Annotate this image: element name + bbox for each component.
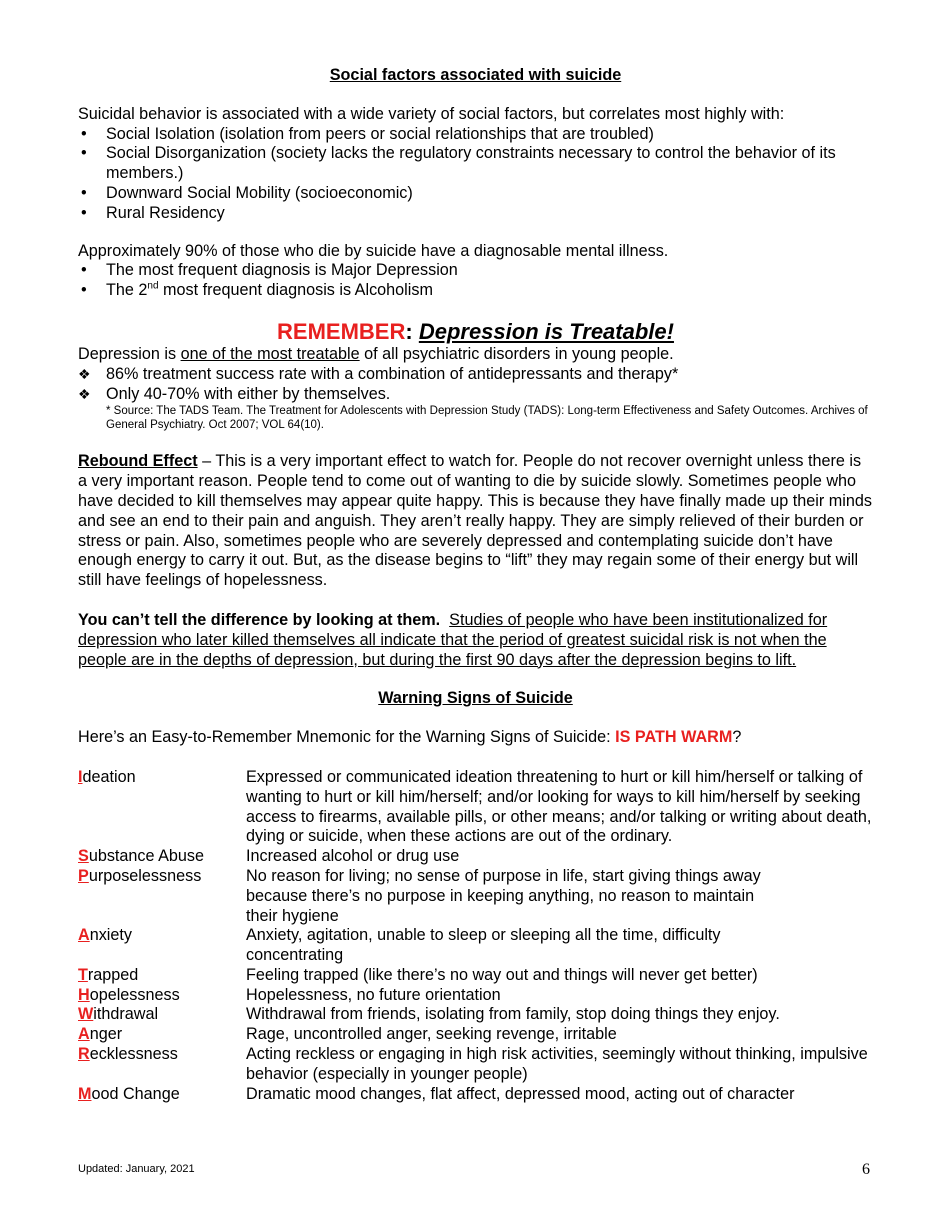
list-item (78, 281, 873, 301)
cant-tell-bold: You can’t tell the difference by looking at them. (78, 610, 441, 629)
sign-term (78, 768, 246, 847)
list-item: • Social Disorganization (society lacks the regulatory constraints necessary to control the behavior of its members.) (78, 144, 873, 184)
sign-term-rest: nxiety (89, 926, 132, 945)
warning-signs-heading: Warning Signs of Suicide (378, 689, 573, 708)
treatable-line (78, 345, 873, 365)
sign-term-rest: deation (82, 767, 136, 786)
remember-heading (78, 319, 873, 345)
mnemonic-intro-text: Here’s an Easy-to-Remember Mnemonic for the Warning Signs of Suicide: (78, 728, 616, 747)
list-item: • The most frequent diagnosis is Major Depression (78, 261, 873, 281)
sign-letter: W (78, 1005, 94, 1024)
table-row (78, 867, 873, 926)
sign-term (78, 1025, 246, 1045)
table-row (78, 1085, 873, 1105)
table-row (78, 847, 873, 867)
social-factors-list (78, 125, 873, 224)
table-row (78, 926, 873, 966)
sign-term (78, 867, 246, 926)
sign-term-rest: opelessness (89, 985, 180, 1004)
sign-term (78, 847, 246, 867)
sign-description: Acting reckless or engaging in high risk activities, seemingly without thinking, impulsive behavior (especially in younger people) (246, 1045, 868, 1083)
diag2-prefix: The 2 (106, 281, 148, 300)
rebound-effect-paragraph (78, 452, 873, 591)
social-factors-heading: Social factors associated with suicide (329, 66, 622, 84)
diagnosis-list (78, 261, 873, 301)
list-item: • Downward Social Mobility (socioeconomic) (78, 184, 873, 204)
mnemonic-acronym: IS PATH WARM (615, 728, 733, 747)
sign-term-rest: urposelessness (88, 866, 202, 885)
diag2-superscript: nd (147, 280, 159, 292)
sign-letter: T (78, 965, 88, 984)
sign-term (78, 926, 246, 966)
mnemonic-qmark: ? (732, 728, 742, 747)
treatable-prefix: Depression is (78, 344, 181, 363)
rebound-effect-text: – This is a very important effect to watch for. People do not recover overnight unless there is a very important reason. People tend to come out of wanting to die by suicide slowly. Sometimes people who have decided to kill themselves may appear quite happy. This is because they have finally made up their minds and see an end to their pain and anguish. They aren’t really happy. They are simply relieved of their burden or stress or pain. Also, sometimes people who are severely depressed and contemplating suicide don’t have enough energy to carry it out. But, as the disease begins to “lift” they may regain some of their energy but will still have feelings of hopelessness. (78, 452, 872, 590)
sign-term (78, 1085, 246, 1105)
list-item: • Social Isolation (isolation from peers or social relationships that are troubled) (78, 125, 873, 145)
treatable-underlined: one of the most treatable (180, 344, 360, 363)
page-number: 6 (862, 1161, 870, 1178)
treatment-stats-list (78, 365, 873, 405)
sign-letter: I (78, 767, 83, 786)
table-row (78, 1005, 873, 1025)
sign-description: Expressed or communicated ideation threatening to hurt or kill him/herself or talking of wanting to hurt or kill him/herself; and/or looking for ways to kill him/herself by seeking access to firearms, available pills, or other means; and/or talking or writing about death, dying or suicide, when these actions are out of the ordinary. (246, 767, 872, 846)
sign-term-rest: ubstance Abuse (88, 847, 205, 866)
sign-term (78, 966, 246, 986)
sign-term-rest: rapped (87, 965, 139, 984)
sign-description: No reason for living; no sense of purpose in life, start giving things away because there’s no purpose in keeping anything, no reason to maintain their hygiene (246, 866, 761, 925)
updated-date: Updated: January, 2021 (78, 1163, 195, 1175)
sign-term (78, 1005, 246, 1025)
diag2-suffix: most frequent diagnosis is Alcoholism (158, 281, 433, 300)
sign-description: Withdrawal from friends, isolating from family, stop doing things they enjoy. (246, 1005, 780, 1024)
sign-term (78, 986, 246, 1006)
source-citation: * Source: The TADS Team. The Treatment for Adolescents with Depression Study (TADS): Long-term Effectiveness and Safety Outcomes. Archives of General Psychiatry. Oct 2007; VOL 64(10). (106, 405, 868, 432)
sign-letter: S (78, 847, 89, 866)
warning-signs-table (78, 768, 873, 1105)
sign-description: Anxiety, agitation, unable to sleep or sleeping all the time, difficulty concentrating (246, 926, 721, 965)
table-row (78, 768, 873, 847)
list-item: • Rural Residency (78, 204, 873, 224)
sign-letter: P (78, 866, 89, 885)
sign-description: Rage, uncontrolled anger, seeking revenge, irritable (246, 1025, 617, 1044)
list-item: ❖ 86% treatment success rate with a combination of antidepressants and therapy* (78, 365, 873, 385)
sign-letter: A (78, 926, 90, 945)
mental-illness-intro: Approximately 90% of those who die by suicide have a diagnosable mental illness. (78, 241, 669, 260)
table-row (78, 966, 873, 986)
treatable-suffix: of all psychiatric disorders in young people. (359, 344, 674, 363)
sign-letter: R (78, 1045, 90, 1064)
remember-word: REMEMBER (277, 318, 406, 344)
sign-description: Increased alcohol or drug use (246, 847, 460, 866)
sign-term (78, 1045, 246, 1085)
sign-term-rest: ood Change (91, 1084, 180, 1103)
table-row (78, 1045, 873, 1085)
page-content (78, 66, 873, 1104)
sign-term-rest: ecklessness (89, 1045, 178, 1064)
sign-term-rest: ithdrawal (93, 1005, 159, 1024)
sign-description: Hopelessness, no future orientation (246, 985, 501, 1004)
cant-tell-underlined: Studies of people who have been institutionalized for depression who later killed themselves all indicate that the period of greatest suicidal risk is not when the people are in the depths of depression, but during the first 90 days after the depression begins to lift. (78, 610, 828, 669)
sign-letter: A (78, 1025, 90, 1044)
remember-slogan: Depression is Treatable! (418, 318, 674, 344)
remember-colon: : (405, 318, 413, 344)
social-factors-intro: Suicidal behavior is associated with a wide variety of social factors, but correlates most highly with: (78, 104, 785, 123)
list-item: ❖ Only 40-70% with either by themselves. (78, 385, 873, 405)
sign-term-rest: nger (89, 1025, 123, 1044)
table-row (78, 1025, 873, 1045)
sign-description: Dramatic mood changes, flat affect, depressed mood, acting out of character (246, 1084, 795, 1103)
mnemonic-intro (78, 728, 873, 748)
sign-letter: M (78, 1084, 92, 1103)
table-row (78, 986, 873, 1006)
cant-tell-paragraph (78, 611, 873, 670)
rebound-effect-term: Rebound Effect (78, 452, 198, 471)
sign-letter: H (78, 985, 90, 1004)
sign-description: Feeling trapped (like there’s no way out and things will never get better) (246, 965, 758, 984)
